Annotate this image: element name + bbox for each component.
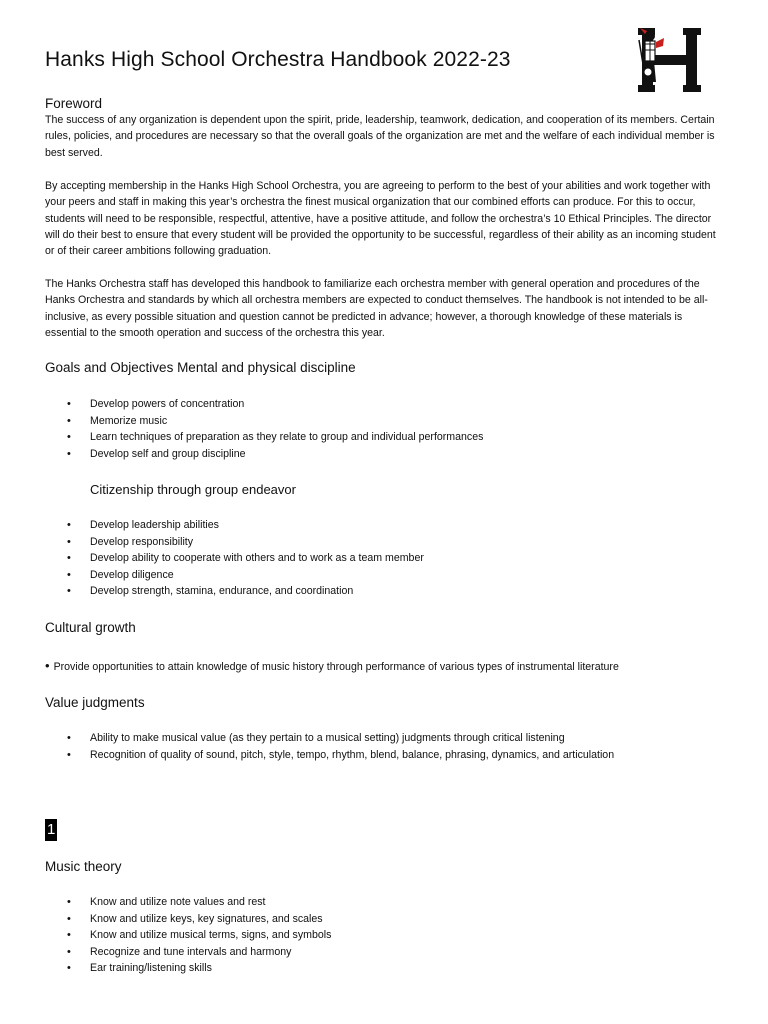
bullet-mark: • [45, 658, 50, 673]
page-number: 1 [45, 819, 57, 841]
foreword-paragraph-1: The success of any organization is dependent upon the spirit, pride, leadership, teamwork, dedication, and cooperation of its members. Certain rules, policies, and procedures are necessary so that the overall goals of the organization are met and the welfare of each individual member is best served. [45, 114, 715, 159]
list-item: • Know and utilize keys, key signatures, and scales [45, 911, 331, 928]
list-item: • Develop diligence [45, 567, 424, 584]
foreword-paragraph-2: By accepting membership in the Hanks High School Orchestra, you are agreeing to perform to the best of your abilities and work together with your peers and staff in making this year’s orchestra the finest musical organization that our combined efforts can produce. For this to occur, students will need to be responsible, respectful, attentive, have a positive attitude, and follow the orchestra’s 10 Ethical Principles. The director will do their best to ensure that every student will be provided the opportunity to be successful, regardless of their ability as an incoming student or of their career ambitions following graduation. [45, 180, 716, 258]
list-item: • Ear training/listening skills [45, 960, 331, 977]
cultural-growth-heading: Cultural growth [45, 620, 136, 635]
list-item: • Ability to make musical value (as they pertain to a musical setting) judgments through critical listening [45, 730, 614, 747]
citizenship-heading: Citizenship through group endeavor [90, 482, 296, 497]
list-item: • Develop leadership abilities [45, 517, 424, 534]
list-item: • Recognition of quality of sound, pitch, style, tempo, rhythm, blend, balance, phrasing, dynamics, and articulation [45, 747, 614, 764]
list-item: • Develop strength, stamina, endurance, and coordination [45, 583, 424, 600]
list-item: • Develop ability to cooperate with others and to work as a team member [45, 550, 424, 567]
goals-heading: Goals and Objectives Mental and physical discipline [45, 360, 356, 375]
cultural-growth-item [45, 658, 619, 673]
value-judgments-list [45, 730, 614, 763]
list-item: • Develop powers of concentration [45, 396, 483, 413]
cultural-growth-text: Provide opportunities to attain knowledge of music history through performance of various types of instrumental literature [53, 661, 619, 673]
foreword-heading: Foreword [45, 96, 103, 111]
list-item: • Develop responsibility [45, 534, 424, 551]
citizenship-list [45, 517, 424, 600]
list-item: • Recognize and tune intervals and harmony [45, 944, 331, 961]
list-item: • Memorize music [45, 413, 483, 430]
page-title: Hanks High School Orchestra Handbook 2022-23 [45, 48, 511, 71]
value-judgments-heading: Value judgments [45, 695, 145, 710]
hanks-h-logo [636, 26, 704, 94]
list-item: • Know and utilize musical terms, signs, and symbols [45, 927, 331, 944]
music-theory-list [45, 894, 331, 977]
list-item: • Know and utilize note values and rest [45, 894, 331, 911]
foreword-paragraph-3: The Hanks Orchestra staff has developed this handbook to familiarize each orchestra member with general operation and procedures of the Hanks Orchestra and standards by which all orchestra members are expected to conduct themselves. The handbook is not intended to be all-inclusive, as every possible situation and question cannot be predicted in advance; however, a thorough knowledge of these materials is essential to the smooth operation and success of the orchestra this year. [45, 278, 708, 339]
list-item: • Learn techniques of preparation as they relate to group and individual performances [45, 429, 483, 446]
list-item: • Develop self and group discipline [45, 446, 483, 463]
goals-list [45, 396, 483, 462]
music-theory-heading: Music theory [45, 859, 122, 874]
